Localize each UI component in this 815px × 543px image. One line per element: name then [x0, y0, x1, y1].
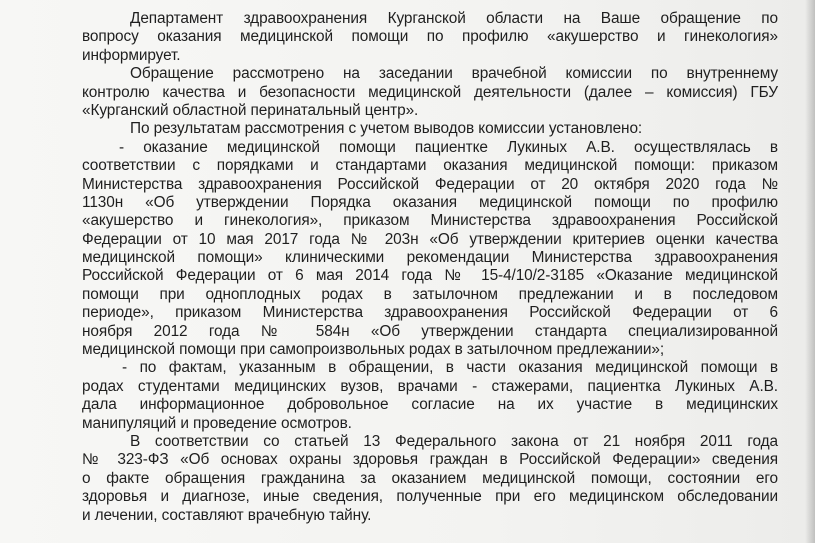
- text-line: дала информационное добровольное согласие на их участие в медицинских: [82, 396, 778, 414]
- text-line: «акушерство и гинекология», приказом Министерства здравоохранения Российской: [82, 212, 778, 230]
- text-line: помощи при одноплодных родах в затылочном предлежании и в последовом: [82, 285, 778, 303]
- text-line: В соответствии со статьей 13 Федерального закона от 21 ноября 2011 года: [130, 432, 778, 450]
- text-line: «Курганский областной перинатальный центр».: [82, 101, 419, 119]
- text-line: Обращение рассмотрено на заседании врачебной комиссии по внутреннему: [130, 65, 778, 83]
- text-line: Российской Федерации от 6 мая 2014 года № 15-4/10/2-3185 «Оказание медицинской: [82, 267, 778, 285]
- text-line: медицинской помощи» клиническими рекомендации Министерства здравоохранения: [82, 249, 778, 267]
- page-edge-shadow: [805, 0, 815, 543]
- text-line: Министерства здравоохранения Российской Федерации от 20 октября 2020 года №: [82, 175, 778, 193]
- text-line: о факте обращения гражданина за оказанием медицинской помощи, состоянии его: [82, 469, 778, 487]
- text-line: Департамент здравоохранения Курганской области на Ваше обращение по: [130, 10, 778, 27]
- letter-body: [82, 10, 778, 525]
- text-line: Федерации от 10 мая 2017 года № 203н «Об утверждении критериев оценки качества: [82, 230, 778, 248]
- text-line: контролю качества и безопасности медицинской деятельности (далее – комиссия) ГБУ: [82, 83, 778, 101]
- text-line: медицинской помощи при самопроизвольных родах в затылочном предлежании»;: [82, 341, 665, 359]
- text-line: вопросу оказания медицинской помощи по профилю «акушерство и гинекология»: [82, 28, 778, 46]
- text-line: № 323-ФЗ «Об основах охраны здоровья граждан в Российской Федерации» сведения: [82, 451, 778, 469]
- text-line: - по фактам, указанным в обращении, в части оказания медицинской помощи в: [122, 359, 778, 377]
- text-line: - оказание медицинской помощи пациентке Лукиных А.В. осуществлялась в: [119, 138, 778, 156]
- text-line: и лечении, составляют врачебную тайну.: [82, 506, 372, 524]
- text-line: ноября 2012 года № 584н «Об утверждении стандарта специализированной: [82, 322, 778, 340]
- text-line: родах студентами медицинских вузов, врачами - стажерами, пациентка Лукиных А.В.: [82, 377, 778, 395]
- text-line: здоровья и диагнозе, иные сведения, полученные при его медицинском обследовании: [82, 488, 778, 506]
- text-line: По результатам рассмотрения с учетом выводов комиссии установлено:: [130, 120, 643, 138]
- text-line: информирует.: [82, 46, 181, 64]
- text-line: 1130н «Об утверждении Порядка оказания медицинской помощи по профилю: [82, 193, 778, 211]
- text-line: соответствии с порядками и стандартами оказания медицинской помощи: приказом: [82, 157, 778, 175]
- text-line: манипуляций и проведение осмотров.: [82, 414, 352, 432]
- text-line: периоде», приказом Министерства здравоохранения Российской Федерации от 6: [82, 304, 778, 322]
